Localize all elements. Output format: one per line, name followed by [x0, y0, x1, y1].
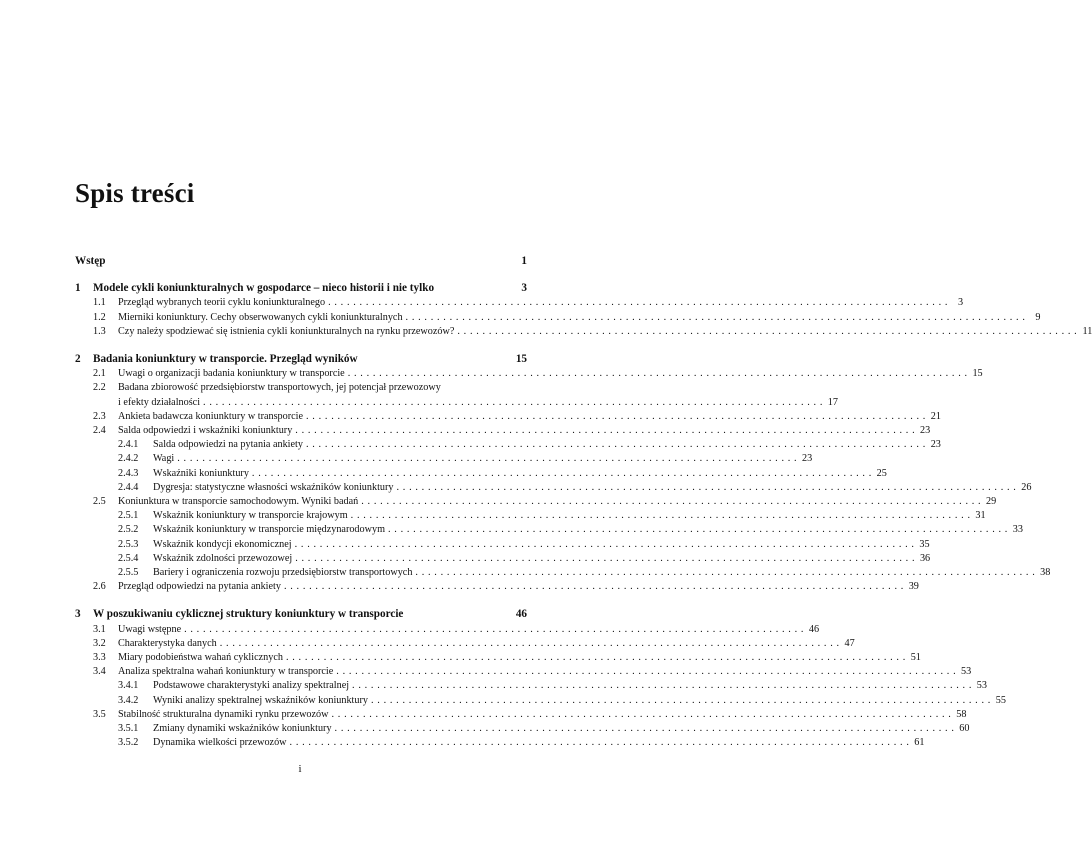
toc-subsection-entry — [75, 481, 1032, 495]
toc-leader-dots — [184, 623, 804, 637]
toc-subsection-entry — [75, 736, 925, 750]
toc-section-entry — [75, 495, 997, 509]
toc-leader-dots — [336, 665, 956, 679]
toc-section-title: Badana zbiorowość przedsiębiorstw transportowych, jej potencjał przewozowy — [118, 382, 441, 394]
toc-chapter-entry — [75, 281, 527, 295]
toc-leader-dots — [328, 296, 948, 310]
toc-subsection-title: Wskaźnik koniunktury w transporcie międzynarodowym — [153, 524, 385, 536]
toc-section-number: 3.3 — [93, 652, 106, 664]
toc-leader-dots — [306, 438, 926, 452]
toc-leader-dots — [415, 566, 1035, 580]
toc-section-entry — [75, 424, 931, 438]
toc-section-number: 3.1 — [93, 623, 106, 635]
toc-section-title: Miary podobieństwa wahań cyklicznych — [118, 652, 283, 664]
toc-section-number: 1.1 — [93, 297, 106, 309]
toc-chapter-page: 15 — [515, 353, 527, 366]
toc-section-page: 29 — [986, 496, 997, 508]
toc-leader-dots — [371, 694, 991, 708]
toc-section-number: 2.2 — [93, 382, 106, 394]
toc-section-entry — [75, 623, 820, 637]
toc-intro-entry — [75, 254, 527, 268]
toc-subsection-page: 38 — [1040, 567, 1051, 579]
toc-subsection-number: 2.5.5 — [118, 567, 139, 579]
toc-section-page: 21 — [930, 410, 941, 422]
toc-section-number: 3.2 — [93, 637, 106, 649]
toc-subsection-title: Salda odpowiedzi na pytania ankiety — [153, 439, 303, 451]
toc-chapter-number: 3 — [75, 608, 81, 621]
toc-subsection-number: 2.4.2 — [118, 453, 139, 465]
toc-chapter-title: W poszukiwaniu cyklicznej struktury koniunktury w transporcie — [93, 608, 404, 621]
toc-chapter-title: Badania koniunktury w transporcie. Przegląd wyników — [93, 353, 358, 366]
toc-subsection-entry — [75, 509, 986, 523]
toc-subsection-title: Dynamika wielkości przewozów — [153, 737, 287, 749]
toc-section-page: 15 — [972, 368, 983, 380]
toc-subsection-number: 3.5.2 — [118, 737, 139, 749]
toc-section-title: Charakterystyka danych — [118, 637, 217, 649]
toc-section-page: 47 — [844, 637, 855, 649]
toc-section-title: Czy należy spodziewać się istnienia cykli koniunkturalnych na rynku przewozów? — [118, 325, 455, 337]
toc-subsection-title: Wagi — [153, 453, 175, 465]
toc-subsection-page: 26 — [1021, 481, 1032, 493]
toc-chapter-entry — [75, 352, 527, 366]
toc-section-page: 53 — [961, 666, 972, 678]
toc-subsection-number: 2.5.1 — [118, 510, 139, 522]
toc-leader-dots — [335, 722, 955, 736]
toc-section-number: 3.4 — [93, 666, 106, 678]
toc-subsection-title: Wskaźnik kondycji ekonomicznej — [153, 538, 292, 550]
toc-subsection-page: 36 — [919, 552, 931, 564]
page-number: i — [298, 763, 302, 775]
toc-subsection-entry — [75, 566, 1051, 580]
toc-subsection-page: 33 — [1012, 524, 1023, 536]
toc-section-title: Przegląd wybranych teorii cyklu koniunkturalnego — [118, 297, 326, 309]
toc-subsection-number: 2.4.4 — [118, 481, 139, 493]
toc-chapter-page: 46 — [515, 608, 527, 621]
toc-section-number: 1.3 — [93, 325, 106, 337]
toc-subsection-page: 25 — [876, 467, 887, 479]
toc-section-entry-continued — [75, 396, 838, 410]
toc-section-page: 51 — [910, 652, 921, 664]
toc-subsection-page: 23 — [802, 453, 813, 465]
toc-section-number: 2.1 — [93, 368, 106, 380]
toc-leader-dots — [286, 651, 906, 665]
toc-section-number: 1.2 — [93, 311, 106, 323]
toc-leader-dots — [284, 580, 904, 594]
toc-leader-dots — [295, 424, 915, 438]
toc-section-title: Stabilność strukturalna dynamiki rynku przewozów — [118, 708, 329, 720]
toc-section-entry — [75, 580, 919, 594]
toc-subsection-entry — [75, 452, 813, 466]
toc-subsection-page: 55 — [995, 694, 1006, 706]
toc-section-number: 2.6 — [93, 581, 106, 593]
toc-section-entry — [75, 296, 964, 310]
toc-subsection-number: 2.4.3 — [118, 467, 139, 479]
toc-section-title: Mierniki koniunktury. Cechy obserwowanych cykli koniunkturalnych — [118, 311, 403, 323]
toc-subsection-page: 61 — [914, 737, 925, 749]
toc-chapter-number: 1 — [75, 282, 81, 295]
toc-leader-dots — [388, 523, 1008, 537]
toc-section-page: 46 — [808, 623, 820, 635]
toc-subsection-title: Wskaźnik zdolności przewozowej — [153, 552, 293, 564]
toc-subsection-title: Wyniki analizy spektralnej wskaźników koniunktury — [153, 694, 368, 706]
toc-subsection-title: Wskaźniki koniunktury — [153, 467, 249, 479]
toc-section-number: 3.5 — [93, 708, 106, 720]
toc-section-entry — [75, 637, 855, 651]
toc-subsection-entry — [75, 438, 941, 452]
toc-section-title: Analiza spektralna wahań koniunktury w transporcie — [118, 666, 334, 678]
toc-leader-dots — [177, 452, 797, 466]
toc-subsection-number: 3.5.1 — [118, 723, 139, 735]
toc-subsection-page: 53 — [976, 680, 987, 692]
toc-section-page: 11 — [1082, 325, 1092, 337]
toc-section-page: 3 — [957, 297, 964, 309]
toc-subsection-page: 23 — [930, 439, 941, 451]
toc-section-entry — [75, 651, 921, 665]
toc-leader-dots — [252, 467, 872, 481]
toc-subsection-number: 2.5.3 — [118, 538, 139, 550]
toc-section-number: 2.5 — [93, 496, 106, 508]
toc-subsection-number: 3.4.2 — [118, 694, 139, 706]
toc-leader-dots — [295, 538, 915, 552]
toc-leader-dots — [348, 367, 968, 381]
toc-subsection-title: Podstawowe charakterystyki analizy spektralnej — [153, 680, 350, 692]
toc-leader-dots — [203, 396, 823, 410]
toc-leader-dots — [220, 637, 840, 651]
toc-subsection-page: 35 — [919, 538, 930, 550]
toc-subsection-number: 2.5.4 — [118, 552, 139, 564]
toc-section-entry — [75, 325, 1092, 339]
toc-subsection-title: Bariery i ograniczenia rozwoju przedsiębiorstw transportowych — [153, 567, 413, 579]
toc-section-title: Uwagi o organizacji badania koniunktury w transporcie — [118, 368, 345, 380]
toc-subsection-number: 2.4.1 — [118, 439, 139, 451]
toc-section-number: 2.3 — [93, 410, 106, 422]
toc-chapter-entry — [75, 607, 527, 621]
table-of-contents — [75, 254, 1092, 751]
toc-subsection-entry — [75, 538, 930, 552]
toc-chapter-title: Modele cykli koniunkturalnych w gospodarce – nieco historii i nie tylko — [93, 282, 435, 295]
toc-leader-dots — [406, 311, 1026, 325]
toc-subsection-entry — [75, 679, 987, 693]
toc-section-title: Ankieta badawcza koniunktury w transporcie — [118, 410, 304, 422]
toc-section-page: 58 — [956, 708, 967, 720]
toc-subsection-number: 2.5.2 — [118, 524, 139, 536]
toc-leader-dots — [397, 481, 1017, 495]
toc-section-page: 23 — [920, 425, 931, 437]
toc-leader-dots — [332, 708, 952, 722]
toc-section-number: 2.4 — [93, 425, 106, 437]
toc-section-page: 39 — [908, 581, 919, 593]
toc-subsection-entry — [75, 467, 887, 481]
toc-subsection-title: Wskaźnik koniunktury w transporcie krajowym — [153, 510, 348, 522]
toc-section-title-continued: i efekty działalności — [118, 396, 201, 408]
toc-leader-dots — [457, 325, 1077, 339]
toc-chapter-number: 2 — [75, 353, 81, 366]
toc-section-page: 9 — [1035, 311, 1041, 323]
toc-section-entry — [75, 381, 527, 395]
toc-section-entry — [75, 665, 972, 679]
toc-section-title: Koniunktura w transporcie samochodowym. Wyniki badań — [118, 496, 359, 508]
page-title: Spis treści — [75, 178, 195, 208]
toc-subsection-entry — [75, 722, 970, 736]
toc-chapter-page: 3 — [521, 282, 527, 295]
toc-subsection-number: 3.4.1 — [118, 680, 139, 692]
toc-intro-title: Wstęp — [75, 255, 106, 267]
toc-subsection-page: 60 — [959, 723, 970, 735]
toc-leader-dots — [290, 736, 910, 750]
toc-leader-dots — [351, 509, 971, 523]
toc-section-title: Przegląd odpowiedzi na pytania ankiety — [118, 581, 281, 593]
toc-leader-dots — [306, 410, 926, 424]
toc-intro-page: 1 — [521, 255, 527, 267]
toc-subsection-entry — [75, 552, 931, 566]
toc-section-page: 17 — [827, 396, 838, 408]
toc-subsection-entry — [75, 523, 1023, 537]
toc-subsection-page: 31 — [975, 510, 986, 522]
toc-section-title: Uwagi wstępne — [118, 623, 182, 635]
toc-section-entry — [75, 367, 983, 381]
toc-section-entry — [75, 708, 967, 722]
toc-leader-dots — [352, 679, 972, 693]
toc-section-title: Salda odpowiedzi i wskaźniki koniunktury — [118, 425, 293, 437]
toc-leader-dots — [295, 552, 915, 566]
toc-section-entry — [75, 410, 941, 424]
toc-subsection-entry — [75, 694, 1006, 708]
toc-subsection-title: Dygresja: statystyczne własności wskaźników koniunktury — [153, 481, 394, 493]
toc-leader-dots — [361, 495, 981, 509]
toc-section-entry — [75, 311, 1041, 325]
toc-subsection-title: Zmiany dynamiki wskaźników koniunktury — [153, 723, 332, 735]
